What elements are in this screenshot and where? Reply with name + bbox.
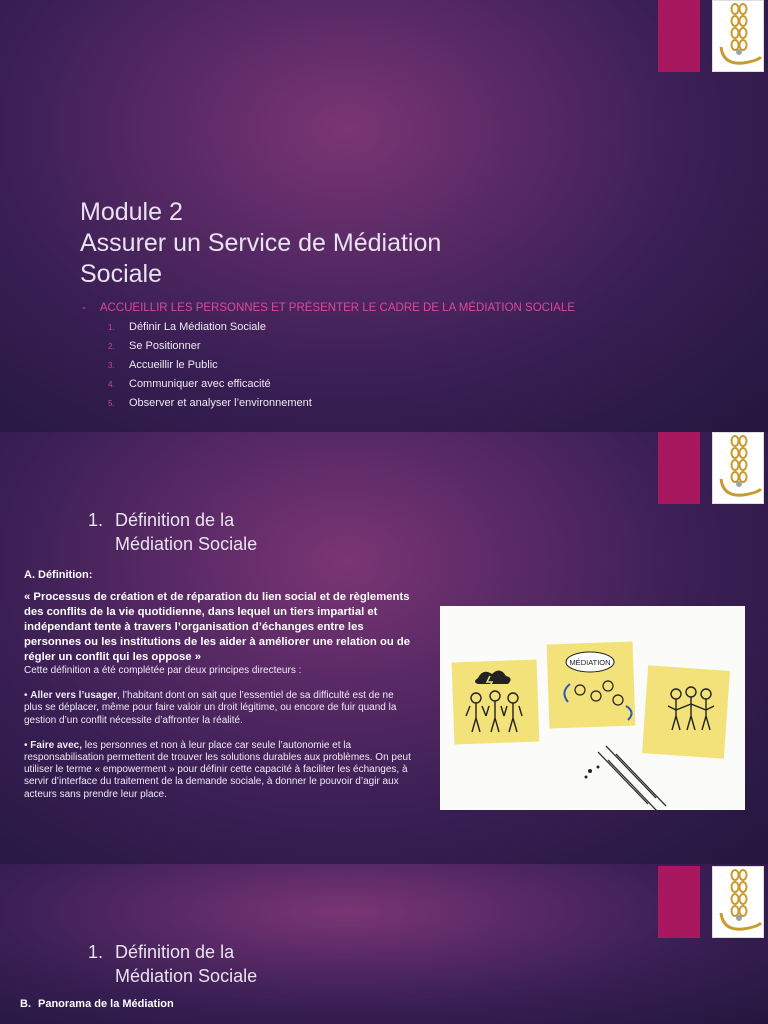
- principle-paragraph: [24, 690, 414, 727]
- toc-item: [108, 396, 312, 415]
- accent-bar: [658, 432, 700, 504]
- toc-number: 5.: [108, 399, 115, 408]
- accent-bar: [658, 0, 700, 72]
- title-line: Sociale: [80, 260, 162, 288]
- title-line: Assurer un Service de Médiation: [80, 229, 442, 257]
- slide-1: [0, 0, 768, 432]
- definition-quote: « Processus de création et de réparation du lien social et de règlements des conflits de la vie quotidienne, dans lequel un tiers impartial et indépendant tente à travers l’organisation d’échanges entre les personnes ou les institutions de les aider à améliorer une relation ou de régler un conflit qui les oppose »: [24, 591, 411, 663]
- subsection-title: Panorama de la Médiation: [38, 998, 174, 1010]
- heading-line: Médiation Sociale: [115, 966, 258, 986]
- slide-2: [0, 432, 768, 864]
- toc-item: [108, 377, 312, 396]
- mediation-sticky-notes-image: [440, 606, 745, 810]
- subheading: [82, 302, 575, 314]
- bullet: •: [24, 739, 28, 751]
- section-heading: [88, 508, 257, 556]
- principle-title: Aller vers l’usager: [30, 690, 118, 702]
- chain-logo-icon: [712, 0, 764, 72]
- subsection-heading: [20, 998, 174, 1010]
- table-of-contents: [108, 320, 312, 415]
- heading-line: Définition de la: [115, 510, 235, 530]
- heading-number: 1.: [88, 510, 104, 530]
- toc-number: 3.: [108, 361, 115, 370]
- heading-line: Médiation Sociale: [115, 534, 258, 554]
- subsection-letter: B.: [20, 998, 31, 1010]
- slide-3: [0, 864, 768, 1024]
- subsection-letter: A.: [24, 569, 35, 581]
- heading-line: Définition de la: [115, 942, 235, 962]
- accent-bar: [658, 866, 700, 938]
- title-line: Module 2: [80, 198, 183, 226]
- chain-logo-icon: [712, 866, 764, 938]
- toc-label: Observer et analyser l’environnement: [129, 397, 312, 409]
- toc-label: Définir La Médiation Sociale: [129, 321, 266, 333]
- definition-body: [24, 590, 414, 801]
- subheading-dash: -: [82, 302, 86, 314]
- principle-paragraph: [24, 740, 414, 801]
- toc-number: 1.: [108, 323, 115, 332]
- page-title: [80, 197, 441, 290]
- chain-logo-icon: [712, 432, 764, 504]
- toc-number: 4.: [108, 380, 115, 389]
- image-label: MÉDIATION: [569, 658, 611, 667]
- principle-text: , l’habitant dont on sait que l’essentiel de sa difficulté est de ne plus se déplacer, même pour faire valoir un droit légitime, ou encore de fuir quand la gestion d’un conflit nécessite d’affronter la réalité.: [24, 690, 397, 726]
- intro-text: Cette définition a été complétée par deux principes directeurs :: [24, 665, 302, 676]
- heading-number: 1.: [88, 942, 104, 962]
- toc-number: 2.: [108, 342, 115, 351]
- toc-label: Accueillir le Public: [129, 359, 218, 371]
- subsection-title: Définition:: [38, 569, 93, 581]
- section-heading: [88, 940, 257, 988]
- principle-title: Faire avec,: [30, 739, 83, 751]
- toc-item: [108, 339, 312, 358]
- toc-label: Se Positionner: [129, 340, 201, 352]
- bullet: •: [24, 690, 28, 702]
- toc-item: [108, 358, 312, 377]
- principle-text: les personnes et non à leur place car seule l’autonomie et la responsabilisation permettent de trouver les solutions durables aux problèmes. On peut utiliser le terme « empowerment » pour définir cette capacité à faciliter les échanges, à servir d’interface du traitement de la demande sociale, à donner le pouvoir d’agir aux acteurs sans prendre leur place.: [24, 739, 411, 800]
- toc-label: Communiquer avec efficacité: [129, 378, 271, 390]
- subheading-text: ACCUEILLIR LES PERSONNES ET PRÉSENTER LE CADRE DE LA MÉDIATION SOCIALE: [99, 302, 575, 314]
- subsection-heading: [24, 569, 92, 581]
- toc-item: [108, 320, 312, 339]
